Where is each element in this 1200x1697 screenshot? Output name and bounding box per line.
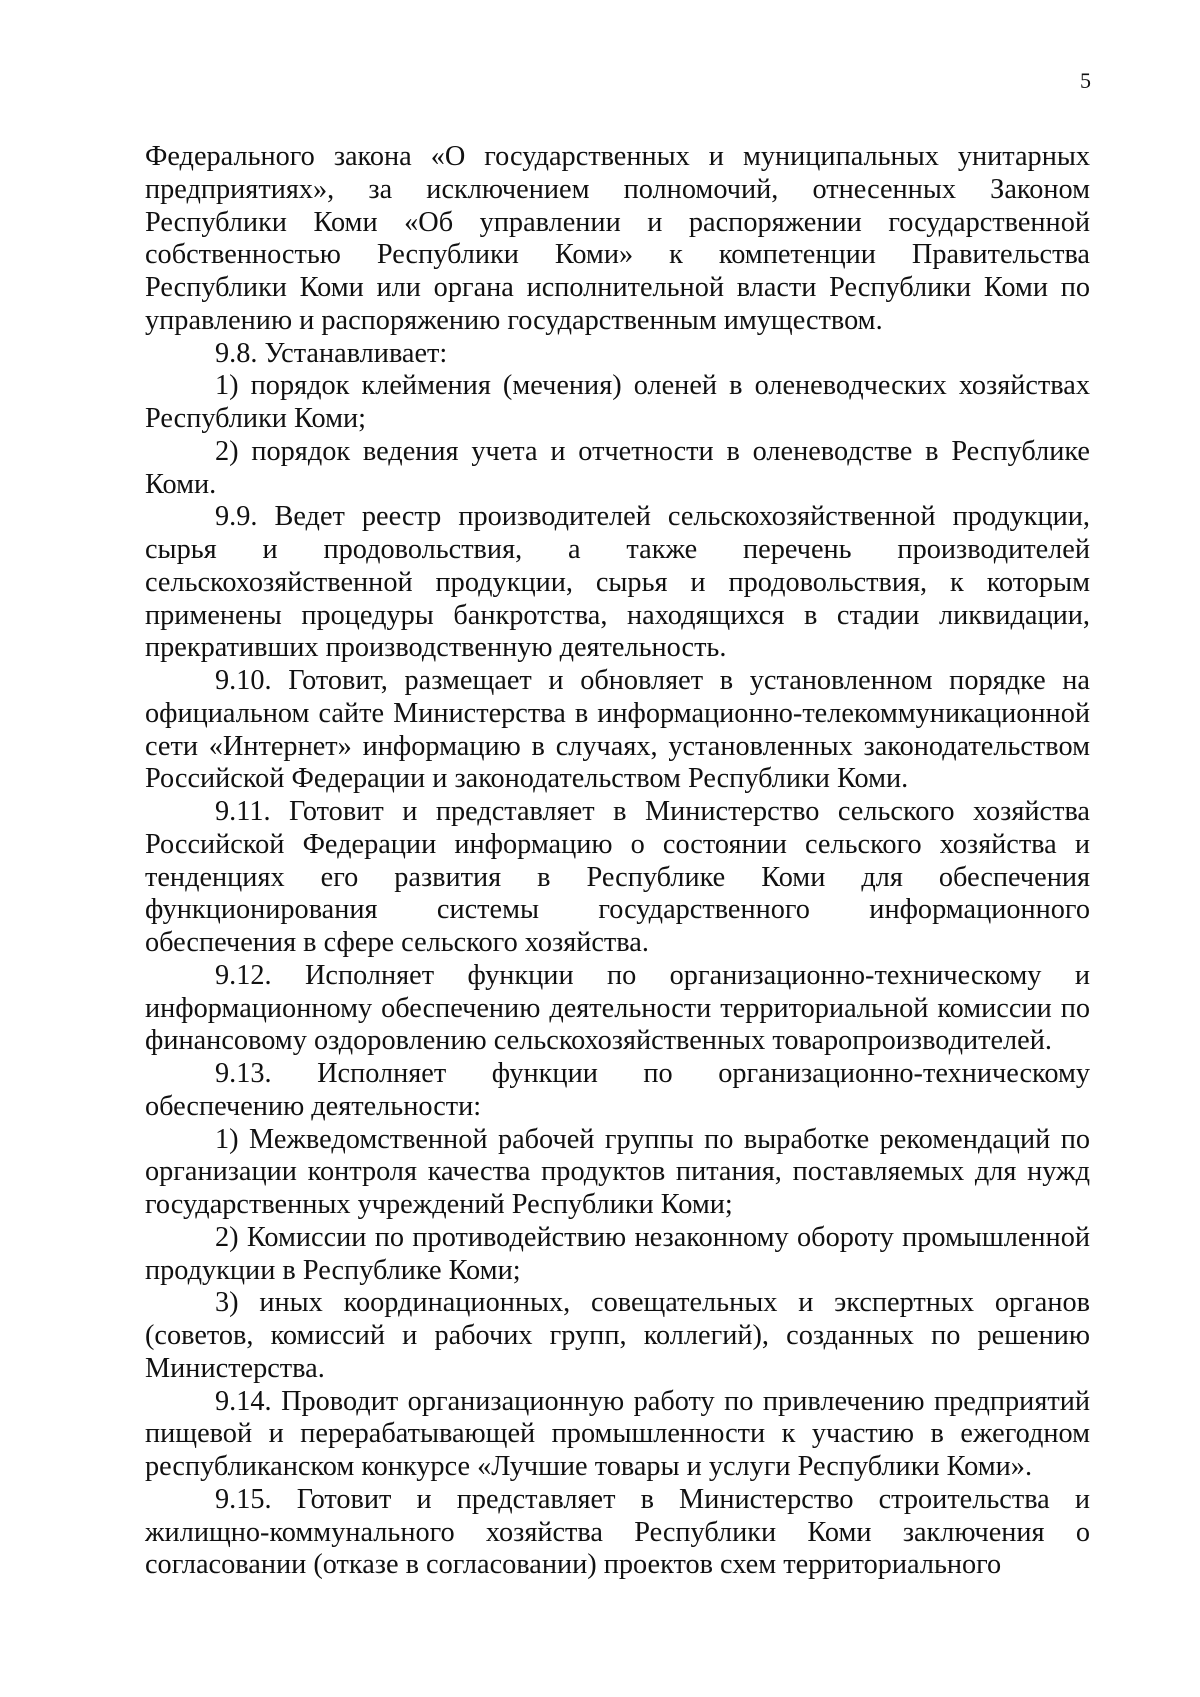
paragraph-9-8-item-1: 1) порядок клеймения (мечения) оленей в оленеводческих хозяйствах Республики Коми; <box>145 370 1090 434</box>
paragraph-9-12: 9.12. Исполняет функции по организационно-техническому и информационному обеспечению деятельности территориальной комиссии по финансовому оздоровлению сельскохозяйственных товаропроизводителей. <box>145 959 1090 1057</box>
paragraph-9-13-item-1: 1) Межведомственной рабочей группы по выработке рекомендаций по организации контроля качества продуктов питания, поставляемых для нужд государственных учреждений Республики Коми; <box>145 1123 1090 1220</box>
paragraph-continuation: Федерального закона «О государственных и муниципальных унитарных предприятиях», за исключением полномочий, отнесенных Законом Республики Коми «Об управлении и распоряжении государственной собственностью Республики Коми» к компетенции Правительства Республики Коми или органа исполнительной власти Республики Коми по управлению и распоряжению государственным имуществом. <box>145 141 1090 336</box>
paragraph-9-13-item-2: 2) Комиссии по противодействию незаконному обороту промышленной продукции в Республике Коми; <box>145 1221 1090 1286</box>
paragraph-9-11: 9.11. Готовит и представляет в Министерство сельского хозяйства Российской Федерации информацию о состоянии сельского хозяйства и тенденциях его развития в Республике Коми для обеспечения функционирования системы государственного информационного обеспечения в сфере сельского хозяйства. <box>145 796 1090 958</box>
paragraph-9-8: 9.8. Устанавливает: <box>215 337 448 369</box>
document-body <box>145 141 1090 1582</box>
paragraph-9-14: 9.14. Проводит организационную работу по привлечению предприятий пищевой и перерабатывающей промышленности к участию в ежегодном республиканском конкурсе «Лучшие товары и услуги Республики Коми». <box>145 1385 1090 1482</box>
paragraph-9-15: 9.15. Готовит и представляет в Министерство строительства и жилищно-коммунального хозяйства Республики Коми заключения о согласовании (отказе в согласовании) проектов схем территориального <box>145 1483 1090 1581</box>
paragraph-9-13: 9.13. Исполняет функции по организационно-техническому обеспечению деятельности: <box>145 1058 1090 1122</box>
paragraph-9-8-item-2: 2) порядок ведения учета и отчетности в оленеводстве в Республике Коми. <box>145 435 1090 500</box>
page-number: 5 <box>1080 68 1091 93</box>
paragraph-9-9: 9.9. Ведет реестр производителей сельскохозяйственной продукции, сырья и продовольствия, а также перечень производителей сельскохозяйственной продукции, сырья и продовольствия, к которым применены процедуры банкротства, находящихся в стадии ликвидации, прекративших производственную деятельность. <box>145 501 1090 664</box>
paragraph-9-10: 9.10. Готовит, размещает и обновляет в установленном порядке на официальном сайте Министерства в информационно-телекоммуникационной сети «Интернет» информацию в случаях, установленных законодательством Российской Федерации и законодательством Республики Коми. <box>145 665 1090 795</box>
paragraph-9-13-item-3: 3) иных координационных, совещательных и экспертных органов (советов, комиссий и рабочих групп, коллегий), созданных по решению Министерства. <box>145 1287 1090 1384</box>
